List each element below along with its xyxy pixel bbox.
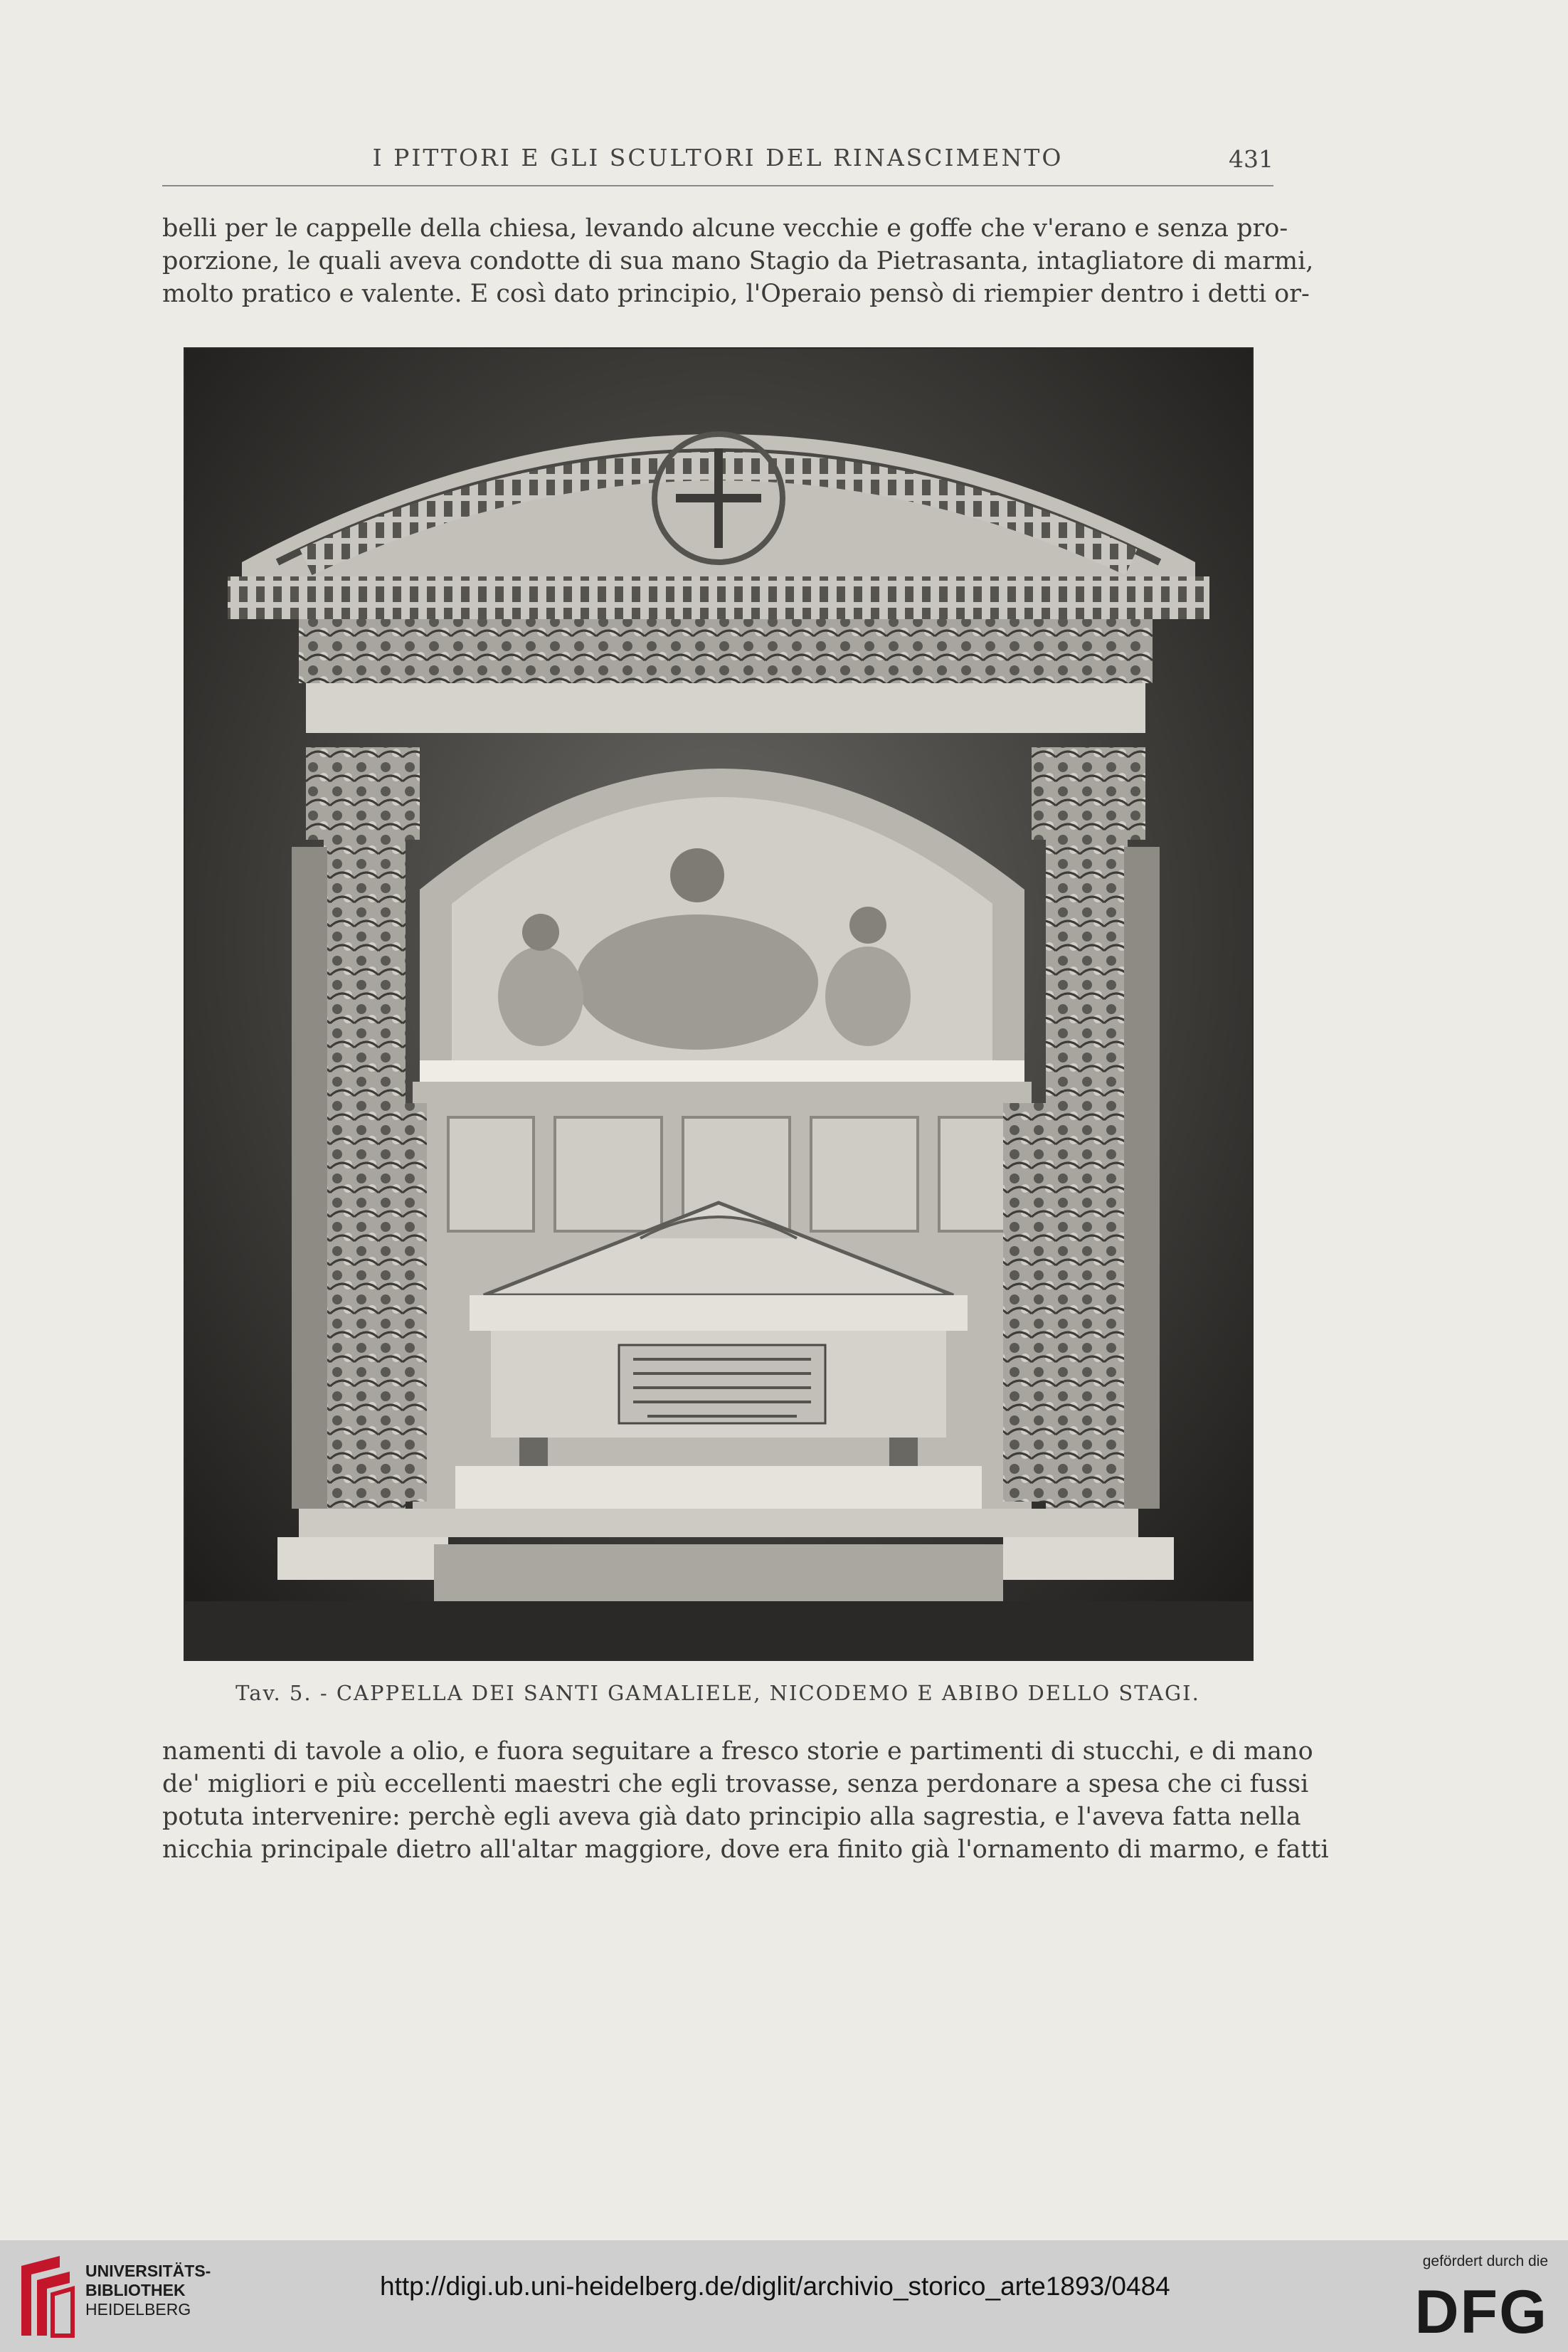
library-name — [85, 2262, 211, 2319]
plate-caption: Tav. 5. - CAPPELLA DEI SANTI GAMALIELE, NICODEMO E ABIBO DELLO STAGI. — [235, 1681, 1200, 1705]
text-line: potuta intervenire: perchè egli aveva già dato principio alla sagrestia, e l'aveva fatta nella — [162, 1803, 1301, 1831]
running-header — [162, 139, 1273, 186]
text-line: porzione, le quali aveva condotte di sua mano Stagio da Pietrasanta, intagliatore di marmi, — [162, 247, 1314, 275]
digitization-footer — [0, 2240, 1568, 2352]
library-name-line: HEIDELBERG — [85, 2300, 191, 2319]
text-line: de' migliori e più eccellenti maestri che egli trovasse, senza perdonare a spesa che ci fussi — [162, 1770, 1309, 1798]
chapel-photograph — [184, 347, 1254, 1661]
paragraph-bottom — [162, 1735, 1329, 1866]
paragraph-top — [162, 212, 1314, 310]
library-name-line: UNIVERSITÄTS- — [85, 2262, 211, 2280]
chapel-monument-illustration — [185, 349, 1252, 1660]
funded-by-label: gefördert durch die — [1422, 2253, 1548, 2269]
ub-heidelberg-logo-icon — [16, 2252, 75, 2341]
text-line: nicchia principale dietro all'altar maggiore, dove era finito già l'ornamento di marmo, e fatti — [162, 1835, 1329, 1864]
text-line: belli per le cappelle della chiesa, levando alcune vecchie e goffe che v'erano e senza pro- — [162, 214, 1288, 243]
permalink-url[interactable]: http://digi.ub.uni-heidelberg.de/diglit/archivio_storico_arte1893/0484 — [380, 2272, 1170, 2301]
text-line: namenti di tavole a olio, e fuora seguitare a fresco storie e partimenti di stucchi, e di mano — [162, 1737, 1313, 1766]
running-title: I PITTORI E GLI SCULTORI DEL RINASCIMENTO — [372, 144, 1064, 172]
library-name-line: BIBLIOTHEK — [85, 2281, 186, 2299]
page-number: 431 — [1229, 145, 1273, 173]
text-line: molto pratico e valente. E così dato principio, l'Operaio pensò di riempier dentro i detti or- — [162, 280, 1310, 308]
dfg-logo: DFG — [1414, 2278, 1548, 2346]
